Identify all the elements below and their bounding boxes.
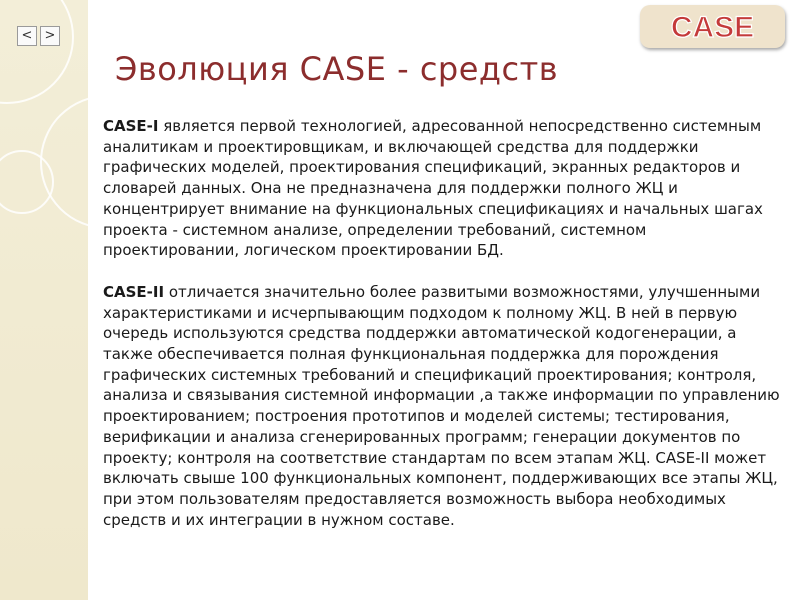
decorative-circle bbox=[0, 0, 74, 104]
paragraph-text: отличается значительно более развитыми возможностями, улучшенными характеристиками и исчерпывающим подходом к полному ЖЦ. В ней в первую очередь используются средства поддержки автоматической кодогенерации, а также обеспечивается полная функциональная поддержка для порождения графических системных требований и спецификаций проектирования; контроля, анализа и связывания системной информации ,а также информации по управлению проектированием; построения прототипов и моделей системы; тестирования, верификации и анализа сгенерированных программ; генерации документов по проекту; контроля на соответствие стандартам по всем этапам ЖЦ. CASE-II может включать свыше 100 функциональных компонент, поддерживающих все этапы ЖЦ, при этом пользователям предоставляется возможность выбора необходимых средств и их интеграции в нужном составе. bbox=[103, 282, 780, 529]
paragraph-case-i bbox=[103, 116, 783, 261]
paragraph-lead: CASE-II bbox=[103, 282, 165, 301]
case-logo bbox=[640, 5, 785, 48]
next-slide-button[interactable]: > bbox=[40, 26, 60, 46]
case-logo-text: CASE bbox=[670, 11, 755, 44]
case-logo-graphic bbox=[640, 5, 785, 48]
previous-slide-button[interactable]: < bbox=[17, 26, 37, 46]
paragraph-text: является первой технологией, адресованной непосредственно системным аналитикам и проектировщикам, и включающей средства для поддержки графических моделей, проектирования спецификаций, экранных редакторов и словарей данных. Она не предназначена для поддержки полного ЖЦ и концентрирует внимание на функциональных спецификациях и начальных шагах проекта - системном анализе, определении требований, системном проектировании, логическом проектировании БД. bbox=[103, 117, 763, 260]
slide-body bbox=[103, 116, 783, 530]
page-title: Эволюция CASE - средств bbox=[115, 50, 559, 88]
decorative-sidebar bbox=[0, 0, 88, 600]
paragraph-lead: CASE-I bbox=[103, 117, 159, 135]
paragraph-case-ii bbox=[103, 282, 783, 530]
paragraph-spacer bbox=[103, 261, 783, 282]
